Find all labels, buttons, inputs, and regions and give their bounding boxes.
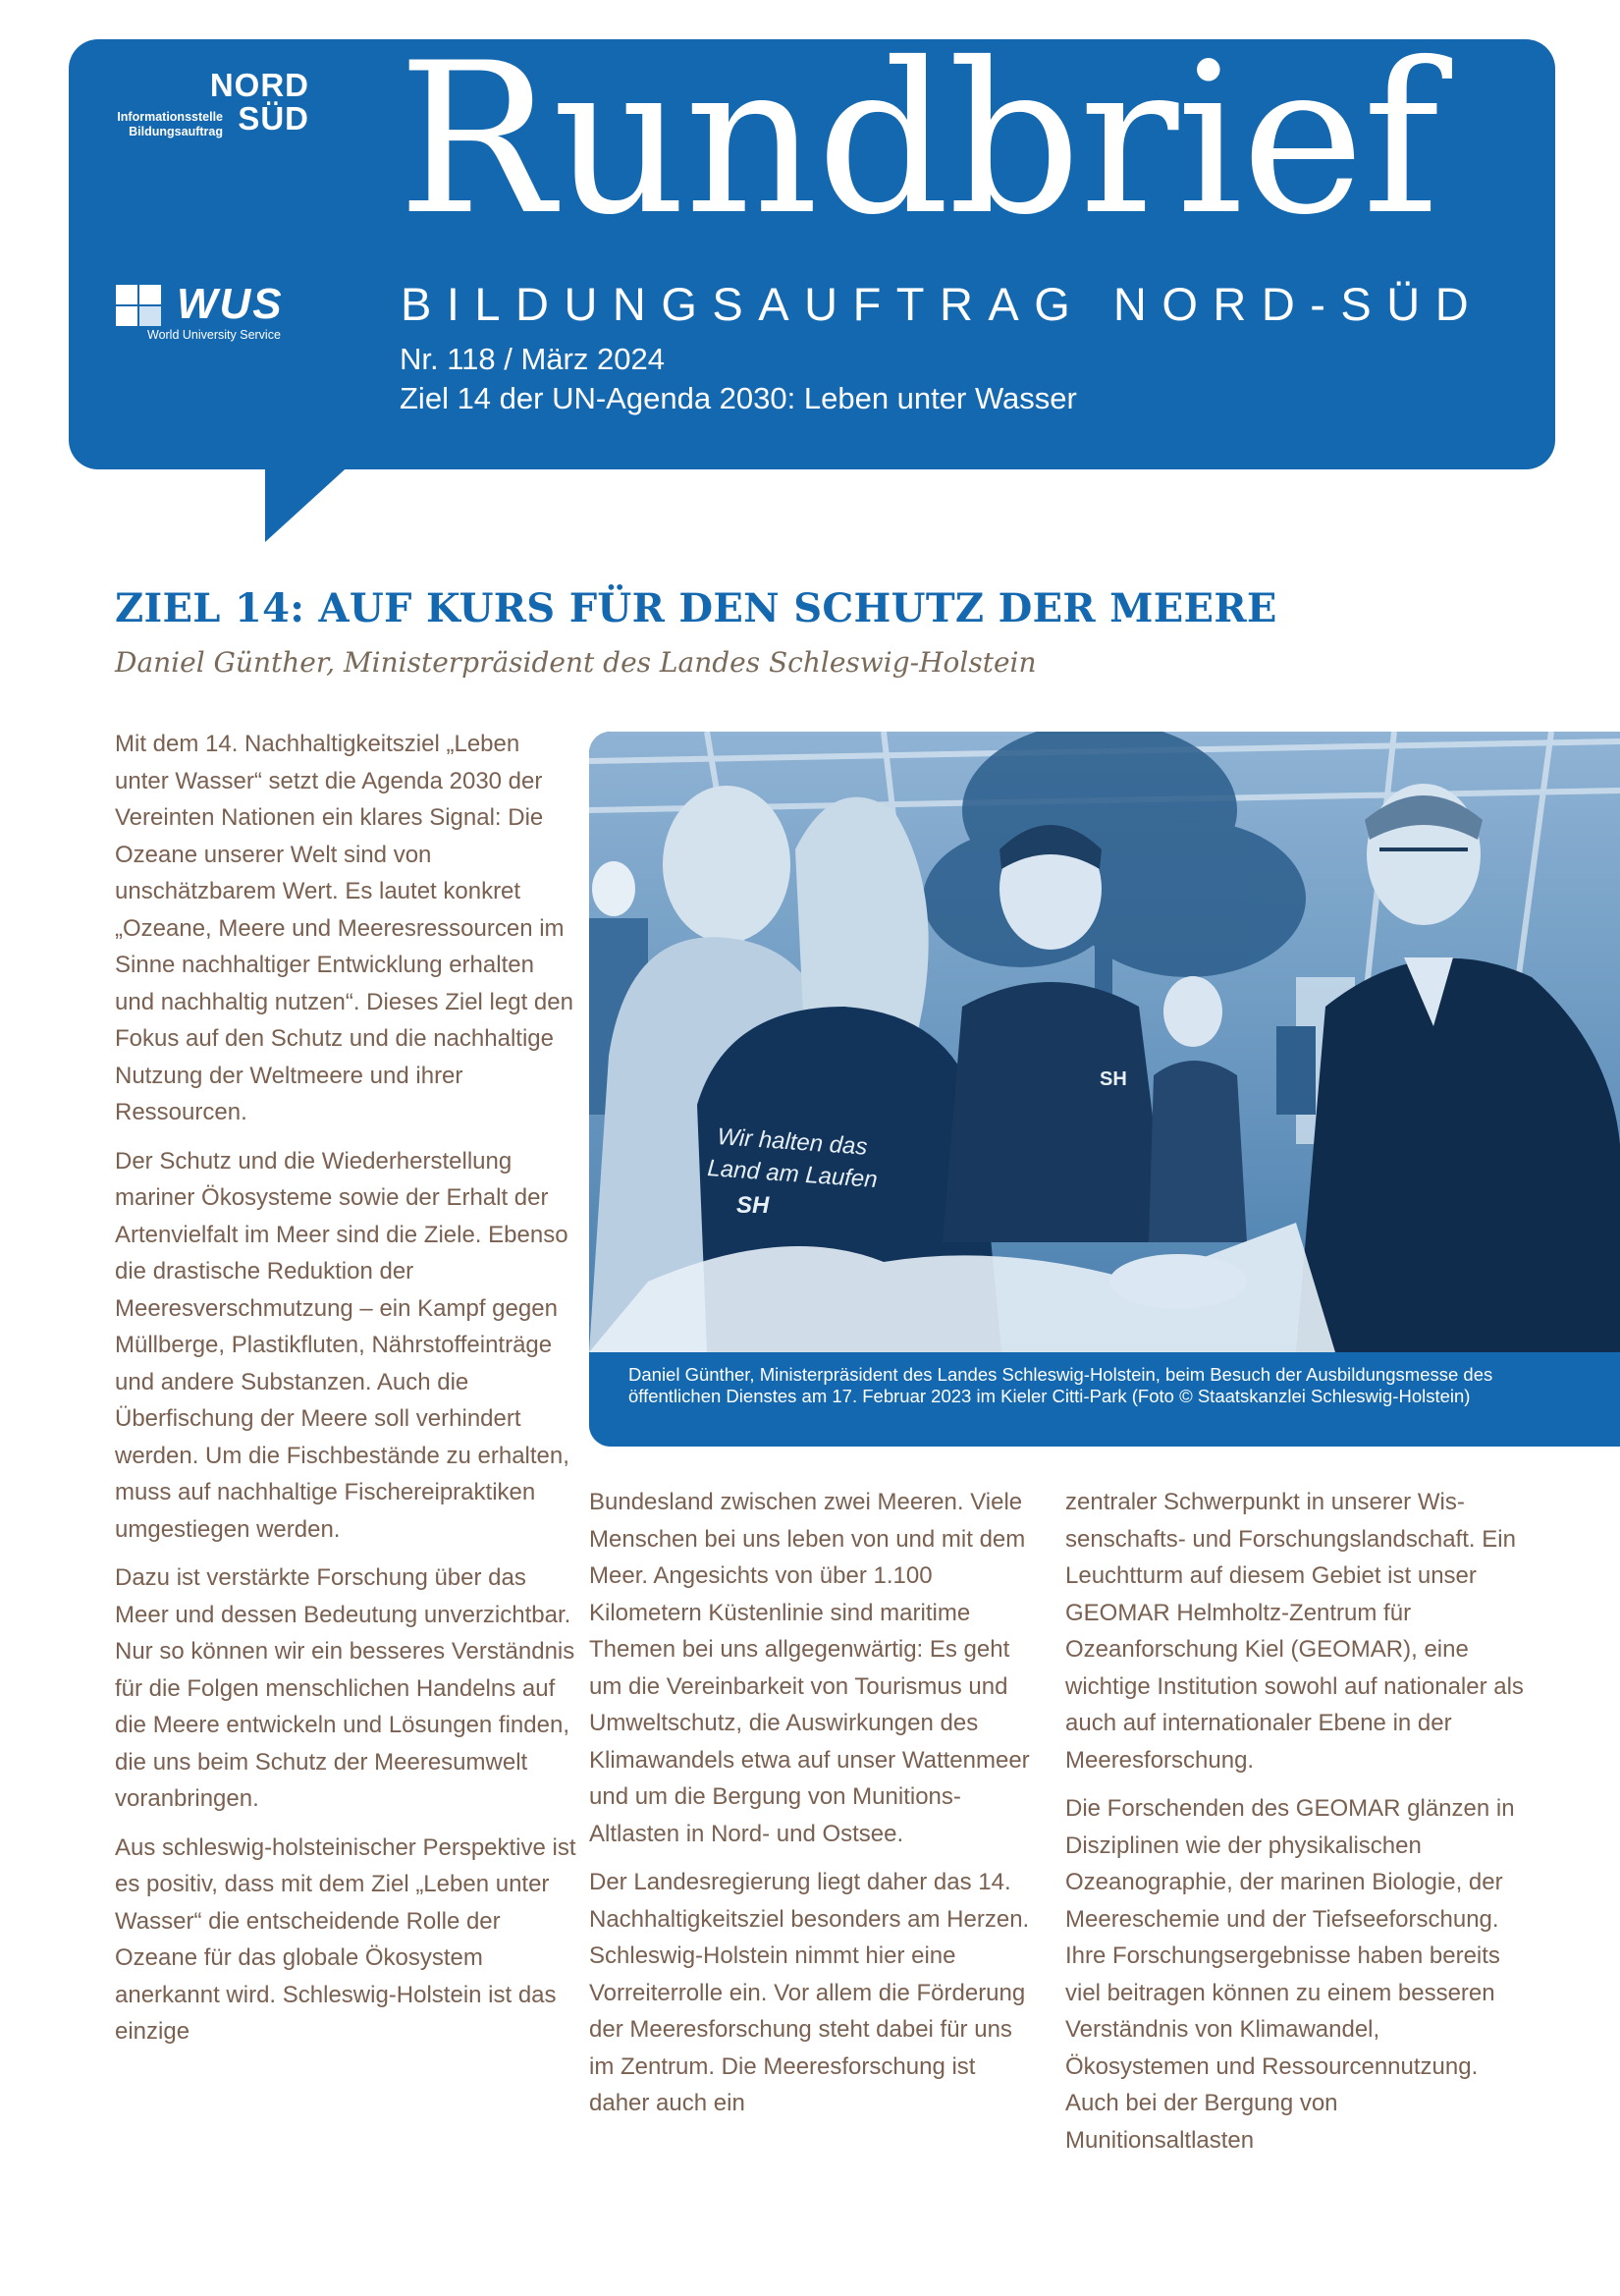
paragraph: Die Forschenden des GEOMAR glänzen in Disziplinen wie der physikalischen Ozeanographie, der marinen Biologie, der Meereschemie und der Tiefseeforschung. Ihre Forschungsergebnisse haben bereits viel beitragen können zu einem besseren Verständnis von Klimawandel, Ökosystemen und Ressourcennutzung. Auch bei der Bergung von Munitionsaltlasten bbox=[1065, 1795, 1515, 2154]
article-photo[interactable] bbox=[589, 732, 1620, 1447]
photo-caption: Daniel Günther, Ministerpräsident des Landes Schleswig-Holstein, beim Besuch der Ausbildungsmesse des öffentlichen Dienstes am 17. Februar 2023 im Kieler Citti-Park (Foto © Staatskanzlei Schleswig-Holstein) bbox=[589, 1352, 1620, 1447]
paragraph: Der Schutz und die Wiederherstellung mariner Ökosysteme sowie der Erhalt der Artenvielfalt im Meer sind die Ziele. Ebenso die drastische Reduktion der Meeresverschmutzung – ein Kampf gegen Müllberge, Plastikfluten, Nährstoffeinträge und andere Substanzen. Auch die Überfischung der Meere soll verhindert werden. Um die Fischbestände zu erhalten, muss auf nachhaltige Fischereipraktiken umgestiegen werden. bbox=[115, 1147, 569, 1543]
photo-scene bbox=[589, 732, 1620, 1352]
speech-bubble-tail bbox=[265, 462, 353, 542]
paragraph: Dazu ist verstärkte Forschung über das Meer und dessen Bedeutung unverzichtbar. Nur so können wir ein besseres Verständnis für die Folgen menschlichen Handelns auf die Meere entwickeln und Lösungen finden, die uns beim Schutz der Meeresumwelt voranbringen. bbox=[115, 1564, 575, 1812]
paragraph: Aus schleswig-holsteinischer Perspektive ist es positiv, dass mit dem Ziel „Leben unter Wasser“ die entscheidende Rolle der Ozeane für das globale Ökosystem anerkannt wird. Schleswig-Holstein ist das einzige bbox=[115, 1833, 576, 2045]
paragraph: zentraler Schwerpunkt in unserer Wissenschafts- und Forschungslandschaft. Ein Leuchtturm auf diesem Gebiet ist unser GEOMAR Helmholtz-Zentrum für Ozeanforschung Kiel (GEOMAR), eine wichtige Institution sowohl auf nationaler als auch auf internationaler Ebene in der Meeresforschung. bbox=[1065, 1489, 1524, 1774]
paragraph: Der Landesregierung liegt daher das 14. Nachhaltigkeitsziel besonders am Herzen. Schleswig-Holstein nimmt hier eine Vorreiterrolle ein. Vor allem die Förderung der Meeresforschung steht dabei für uns im Zentrum. Die Meeresforschung ist daher auch ein bbox=[589, 1869, 1030, 2116]
nordsued-logo[interactable] bbox=[93, 69, 309, 147]
hoodie-logo-text-2: SH bbox=[1100, 1068, 1127, 1090]
wus-logo-subtitle: World University Service bbox=[147, 328, 281, 342]
hoodie-text-line-2: Land am Laufen bbox=[706, 1155, 879, 1194]
newsletter-subtitle: BILDUNGSAUFTRAG NORD-SÜD bbox=[401, 278, 1485, 330]
newsletter-title: Rundbrief bbox=[398, 18, 1438, 260]
nordsued-logo-subtitle: Informationsstelle Bildungsauftrag bbox=[117, 110, 223, 138]
hoodie-text-line-1: Wir halten das bbox=[716, 1123, 869, 1161]
issue-theme: Ziel 14 der UN-Agenda 2030: Leben unter Wasser bbox=[400, 381, 1077, 415]
wus-logo[interactable] bbox=[116, 280, 312, 348]
article-column-1 bbox=[115, 726, 576, 2062]
article-column-3 bbox=[1065, 1484, 1527, 2170]
paragraph: Bundesland zwischen zwei Meeren. Viele Menschen bei uns leben von und mit dem Meer. Angesichts von über 1.100 Kilometern Küstenlinie sind maritime Themen bei uns allgegenwärtig: Es geht um die Vereinbarkeit von Tourismus und Umweltschutz, die Auswirkungen des Klimawandels etwa auf unser Wattenmeer und um die Bergung von Munitions-Altlasten in Nord- und Ostsee. bbox=[589, 1489, 1030, 1847]
wus-logo-text: WUS bbox=[177, 280, 284, 328]
article-column-2 bbox=[589, 1484, 1041, 2134]
hoodie-logo-text: SH bbox=[736, 1192, 770, 1219]
nordsued-logo-wordmark: NORD SÜD bbox=[209, 67, 309, 137]
article-headline: ZIEL 14: AUF KURS FÜR DEN SCHUTZ DER MEERE bbox=[115, 585, 1277, 631]
paragraph: Mit dem 14. Nachhaltigkeitsziel „Leben unter Wasser“ setzt die Agenda 2030 der Vereinten Nationen ein klares Signal: Die Ozeane unserer Welt sind von unschätzbarem Wert. Es lautet konkret „Ozeane, Meere und Meeresressourcen im Sinne nachhaltiger Entwicklung erhalten und nachhaltig nutzen“. Dieses Ziel legt den Fokus auf den Schutz und die nachhaltige Nutzung der Weltmeere und ihrer Ressourcen. bbox=[115, 731, 573, 1125]
issue-number: Nr. 118 / März 2024 bbox=[400, 342, 665, 376]
wus-emblem-icon bbox=[116, 283, 175, 328]
article-author: Daniel Günther, Ministerpräsident des Landes Schleswig-Holstein bbox=[115, 646, 1037, 679]
